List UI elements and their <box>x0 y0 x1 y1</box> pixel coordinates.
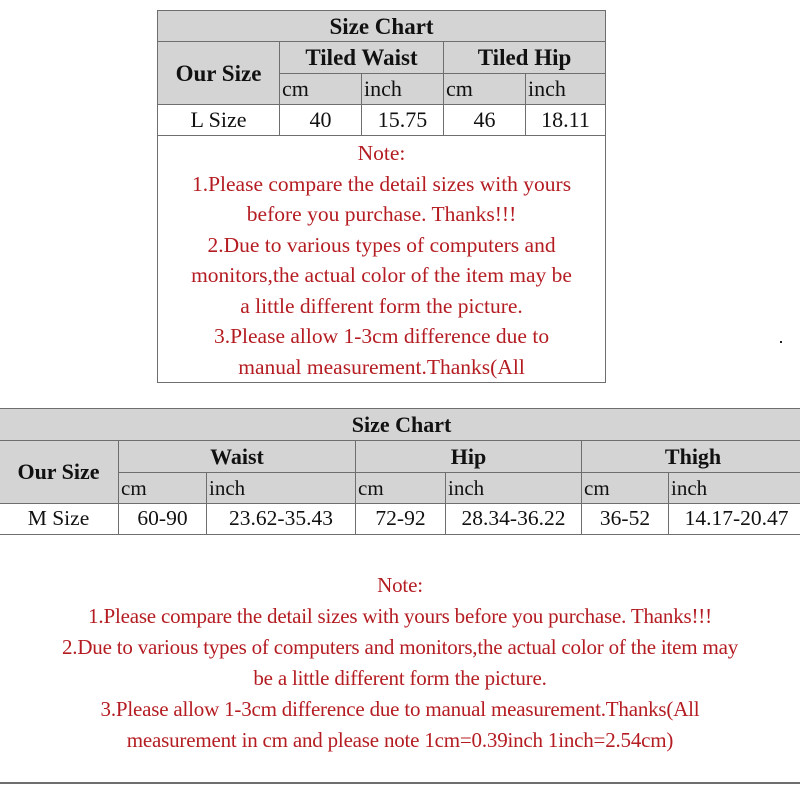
unit-header: cm <box>444 74 526 105</box>
unit-header: inch <box>669 473 800 504</box>
unit-header: cm <box>356 473 446 504</box>
group-header-thigh: Thigh <box>582 441 800 473</box>
unit-header: cm <box>582 473 669 504</box>
note-heading: Note: <box>357 141 406 165</box>
value-cell: 40 <box>280 105 362 136</box>
note-line: before you purchase. Thanks!!! <box>246 202 517 226</box>
unit-header: inch <box>362 74 444 105</box>
unit-header: cm <box>119 473 207 504</box>
size-chart-table-2 <box>0 408 800 535</box>
our-size-header: Our Size <box>0 441 119 504</box>
divider <box>0 782 800 784</box>
value-cell: 23.62-35.43 <box>207 504 356 535</box>
note-line: 3.Please allow 1-3cm difference due to <box>213 324 550 348</box>
note-block-1 <box>158 136 606 383</box>
group-header-waist: Waist <box>119 441 356 473</box>
size-label: L Size <box>158 105 280 136</box>
value-cell: 72-92 <box>356 504 446 535</box>
table-row <box>158 105 606 136</box>
note-line: measurement in cm and please note 1cm=0.39inch 1inch=2.54cm) <box>126 728 674 752</box>
note-line: be a little different form the picture. <box>253 666 547 690</box>
note-line: manual measurement.Thanks(All <box>238 354 525 379</box>
unit-header: inch <box>526 74 606 105</box>
group-header-hip: Hip <box>356 441 582 473</box>
unit-header: cm <box>280 74 362 105</box>
note-line: 2.Due to various types of computers and <box>207 232 556 257</box>
value-cell: 28.34-36.22 <box>446 504 582 535</box>
value-cell: 60-90 <box>119 504 207 535</box>
stray-dot <box>780 341 782 343</box>
note-line: a little different form the picture. <box>240 293 523 318</box>
table-title: Size Chart <box>158 11 606 42</box>
note-line: 1.Please compare the detail sizes with yours before you purchase. Thanks!!! <box>88 604 712 628</box>
group-header-tiled-waist: Tiled Waist <box>280 42 444 74</box>
note-block-2 <box>0 570 800 756</box>
size-chart-table-1 <box>157 10 606 383</box>
value-cell: 36-52 <box>582 504 669 535</box>
our-size-header: Our Size <box>158 42 280 105</box>
value-cell: 46 <box>444 105 526 136</box>
note-line: 1.Please compare the detail sizes with yours <box>191 171 572 196</box>
size-label: M Size <box>0 504 119 535</box>
note-line: 2.Due to various types of computers and monitors,the actual color of the item may <box>61 635 739 659</box>
note-line: monitors,the actual color of the item may be <box>191 263 572 287</box>
note-heading: Note: <box>377 573 423 597</box>
table-row <box>0 504 800 535</box>
group-header-tiled-hip: Tiled Hip <box>444 42 606 74</box>
value-cell: 18.11 <box>526 105 606 136</box>
value-cell: 15.75 <box>362 105 444 136</box>
value-cell: 14.17-20.47 <box>669 504 800 535</box>
unit-header: inch <box>446 473 582 504</box>
note-line: 3.Please allow 1-3cm difference due to manual measurement.Thanks(All <box>100 697 700 721</box>
unit-header: inch <box>207 473 356 504</box>
table-title: Size Chart <box>0 409 800 441</box>
